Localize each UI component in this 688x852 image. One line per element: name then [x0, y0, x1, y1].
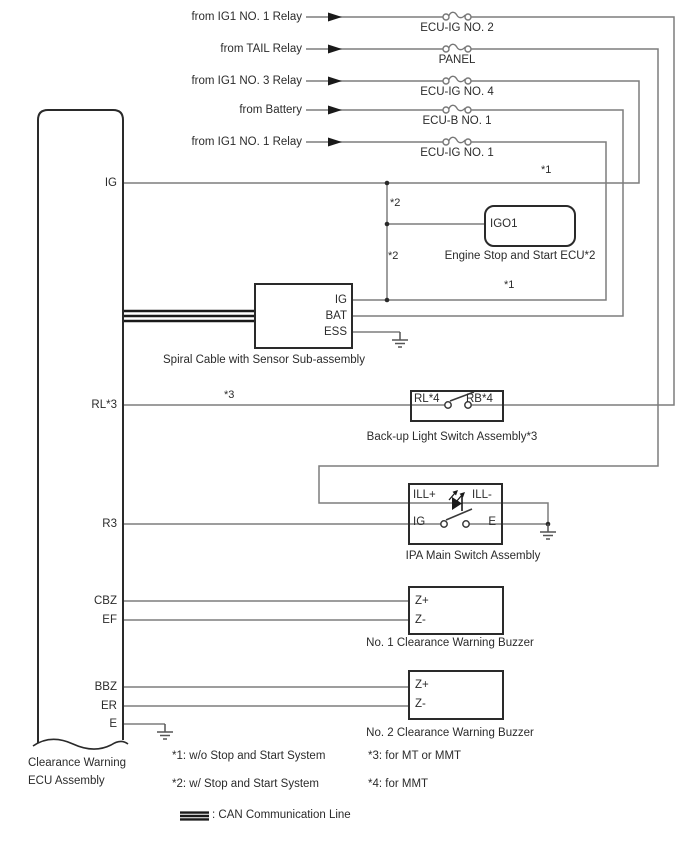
fuse-label: ECU-IG NO. 2 [420, 22, 494, 34]
star2-annotation: *2 [388, 250, 399, 262]
ground-icon [157, 332, 556, 739]
ecu-label-line2: ECU Assembly [28, 775, 105, 787]
note-2: *2: w/ Stop and Start System [172, 778, 320, 790]
buzzer2-pin-zp: Z+ [415, 679, 429, 691]
ecu-pin-rl: RL*3 [91, 399, 117, 411]
ipa-switch-label: IPA Main Switch Assembly [405, 550, 541, 562]
star2-annotation: *2 [390, 197, 401, 209]
note-3: *3: for MT or MMT [368, 750, 462, 762]
backup-switch-label: Back-up Light Switch Assembly*3 [366, 431, 538, 443]
spiral-cable-label: Spiral Cable with Sensor Sub-assembly [163, 354, 365, 366]
backup-pin-left: RL*4 [414, 393, 440, 405]
ecu-pin-bbz: BBZ [94, 681, 117, 693]
led-icon [449, 490, 465, 511]
junction-dot [385, 181, 551, 527]
feed-source-label: from IG1 NO. 3 Relay [191, 75, 302, 87]
ecu-label-line1: Clearance Warning [28, 757, 127, 769]
fuse-label: ECU-IG NO. 1 [420, 147, 494, 159]
ipa-pin-ill-pos: ILL+ [413, 489, 436, 501]
ecu-pin-er: ER [101, 700, 117, 712]
ecu-pin-r3: R3 [102, 518, 117, 530]
ipa-pin-ig: IG [413, 516, 426, 528]
buzzer1-label: No. 1 Clearance Warning Buzzer [366, 637, 534, 649]
star3-annotation: *3 [224, 389, 235, 401]
feed-source-label: from IG1 NO. 1 Relay [191, 136, 302, 148]
ecu-pin-ig: IG [104, 177, 117, 189]
buzzer1-pin-zp: Z+ [415, 595, 429, 607]
spiral-pin-bat: BAT [325, 310, 347, 322]
note-1: *1: w/o Stop and Start System [172, 750, 326, 762]
ecu-pin-ef: EF [102, 614, 117, 626]
backup-pin-right: RB*4 [466, 393, 493, 405]
buzzer1-pin-zn: Z- [415, 614, 426, 626]
feed-source-label: from Battery [239, 104, 302, 116]
can-legend-label: : CAN Communication Line [212, 809, 351, 821]
ipa-pin-e: E [488, 516, 496, 528]
fuse-label: ECU-IG NO. 4 [420, 86, 494, 98]
fuse-label: ECU-B NO. 1 [422, 115, 492, 127]
ecu-box [38, 110, 123, 743]
spiral-pin-ess: ESS [323, 326, 347, 338]
ecu-pin-cbz: CBZ [94, 595, 117, 607]
ecu-box-break [33, 739, 128, 749]
buzzer2-label: No. 2 Clearance Warning Buzzer [366, 727, 534, 739]
spiral-pin-ig: IG [334, 294, 347, 306]
fuse-label: PANEL [438, 54, 476, 66]
star1-annotation: *1 [504, 279, 515, 291]
buzzer2-pin-zn: Z- [415, 698, 426, 710]
note-4: *4: for MMT [368, 778, 429, 790]
feed-source-label: from IG1 NO. 1 Relay [191, 11, 302, 23]
ecu-pin-e: E [109, 718, 117, 730]
star1-annotation: *1 [541, 164, 552, 176]
ipa-pin-ill-neg: ILL- [472, 489, 492, 501]
can-legend-icon [180, 813, 209, 820]
feed-source-label: from TAIL Relay [220, 43, 302, 55]
igo1-terminal: IGO1 [490, 218, 518, 230]
engine-ecu-label: Engine Stop and Start ECU*2 [444, 250, 596, 262]
flow-arrow-icon [328, 13, 342, 147]
can-line [123, 311, 255, 321]
